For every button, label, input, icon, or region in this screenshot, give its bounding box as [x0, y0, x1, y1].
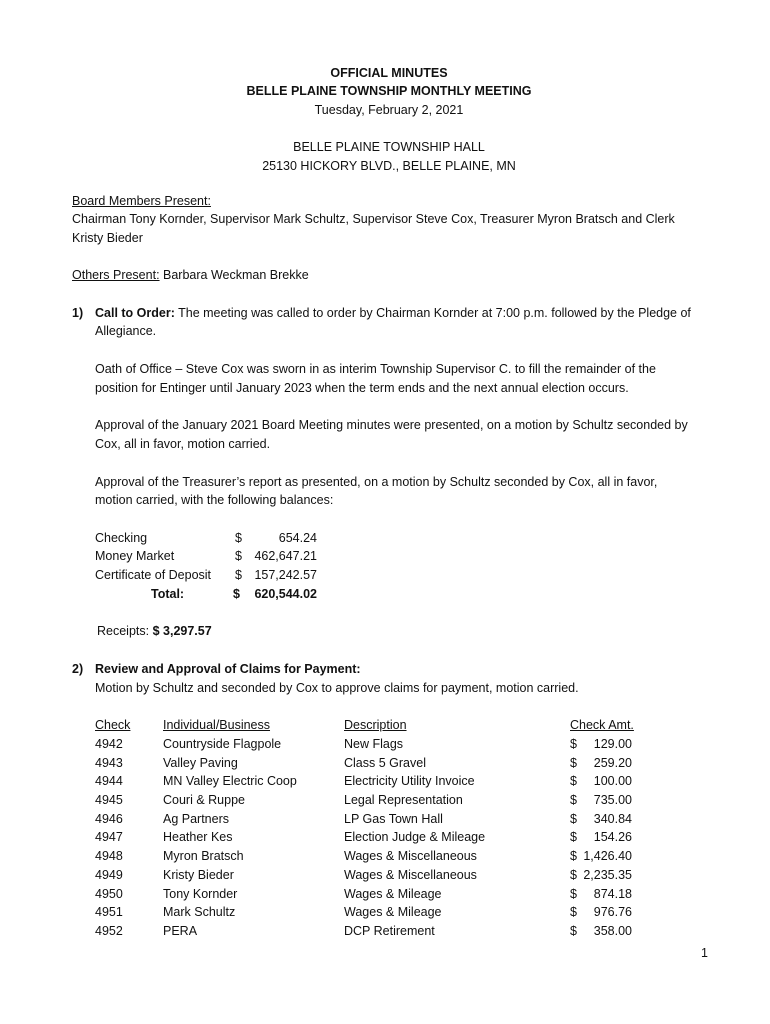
check-number: 4946 [95, 812, 123, 826]
table-row [95, 754, 655, 773]
section2-heading: Review and Approval of Claims for Payment: [95, 662, 361, 676]
amount-dollar: $ [570, 737, 577, 751]
others-present [72, 266, 702, 285]
balance-label: Money Market [95, 549, 175, 563]
others-present-heading: Others Present: [72, 268, 160, 282]
amount-value: 874.18 [593, 887, 632, 901]
board-members-line2: Kristy Bieder [72, 231, 143, 245]
check-number: 4947 [95, 830, 123, 844]
balance-label: Certificate of Deposit [95, 568, 212, 582]
minutes-approval-line1: Approval of the January 2021 Board Meeting minutes were presented, on a motion by Schultz seconded by [95, 418, 688, 432]
claim-description: Wages & Mileage [344, 887, 442, 901]
location-address: 25130 HICKORY BLVD., BELLE PLAINE, MN [262, 159, 516, 173]
total-label: Total: [151, 587, 185, 601]
amount-dollar: $ [570, 830, 577, 844]
claim-description: LP Gas Town Hall [344, 812, 443, 826]
check-number: 4949 [95, 868, 123, 882]
claim-description: Wages & Mileage [344, 905, 442, 919]
claim-description: Class 5 Gravel [344, 756, 426, 770]
balance-label: Checking [95, 531, 148, 545]
table-row [95, 903, 655, 922]
table-row [95, 791, 655, 810]
section1-number: 1) [72, 306, 84, 320]
check-number: 4943 [95, 756, 123, 770]
page-number: 1 [701, 946, 708, 960]
minutes-approval-line2: Cox, all in favor, motion carried. [95, 437, 271, 451]
header-business: Individual/Business [163, 718, 271, 732]
business-name: Tony Kornder [163, 887, 238, 901]
check-number: 4945 [95, 793, 123, 807]
table-row [95, 847, 655, 866]
treasurer-approval-line2: motion carried, with the following balances: [95, 493, 334, 507]
title-official-minutes: OFFICIAL MINUTES [330, 66, 448, 80]
receipts [97, 622, 212, 641]
treasurer-approval-line1: Approval of the Treasurer’s report as presented, on a motion by Schultz seconded by Cox, all in favor, [95, 475, 658, 489]
claim-description: New Flags [344, 737, 404, 751]
balance-amount: 462,647.21 [254, 549, 317, 563]
section1-line1: The meeting was called to order by Chairman Kornder at 7:00 p.m. followed by the Pledge of [174, 306, 691, 320]
section1-line2: Allegiance. [95, 324, 157, 338]
table-row [95, 866, 655, 885]
business-name: PERA [163, 924, 198, 938]
amount-value: 976.76 [593, 905, 632, 919]
table-row [95, 828, 655, 847]
claim-description: Wages & Miscellaneous [344, 868, 477, 882]
business-name: Kristy Bieder [163, 868, 234, 882]
balance-row-money-market [95, 547, 325, 566]
receipts-label: Receipts: [97, 624, 150, 638]
amount-value: 358.00 [593, 924, 632, 938]
balance-dollar: $ [235, 549, 242, 563]
claim-description: DCP Retirement [344, 924, 435, 938]
balance-amount: 157,242.57 [254, 568, 317, 582]
amount-value: 129.00 [593, 737, 632, 751]
amount-value: 100.00 [593, 774, 632, 788]
table-row [95, 735, 655, 754]
business-name: Valley Paving [163, 756, 238, 770]
business-name: Mark Schultz [163, 905, 236, 919]
amount-dollar: $ [570, 756, 577, 770]
check-number: 4952 [95, 924, 123, 938]
total-amount: 620,544.02 [254, 587, 317, 601]
amount-value: 2,235.35 [583, 868, 632, 882]
amount-dollar: $ [570, 887, 577, 901]
total-dollar: $ [233, 587, 240, 601]
table-row [95, 885, 655, 904]
oath-line1: Oath of Office – Steve Cox was sworn in as interim Township Supervisor C. to fill the remainder of the [95, 362, 656, 376]
business-name: Heather Kes [163, 830, 233, 844]
table-row [95, 772, 655, 791]
business-name: Myron Bratsch [163, 849, 244, 863]
amount-dollar: $ [570, 849, 577, 863]
header-amount: Check Amt. [570, 718, 634, 732]
balance-row-total [95, 585, 325, 604]
section1-heading: Call to Order: [95, 306, 175, 320]
balance-dollar: $ [235, 568, 242, 582]
table-row [95, 810, 655, 829]
balance-dollar: $ [235, 531, 242, 545]
amount-value: 154.26 [593, 830, 632, 844]
section1-call-to-order [95, 304, 700, 323]
others-present-names: Barbara Weckman Brekke [159, 268, 309, 282]
business-name: Ag Partners [163, 812, 230, 826]
claim-description: Wages & Miscellaneous [344, 849, 477, 863]
claim-description: Electricity Utility Invoice [344, 774, 475, 788]
check-number: 4948 [95, 849, 123, 863]
amount-value: 735.00 [593, 793, 632, 807]
balance-row-cd [95, 566, 325, 585]
amount-value: 340.84 [593, 812, 632, 826]
check-number: 4944 [95, 774, 123, 788]
check-number: 4942 [95, 737, 123, 751]
claim-description: Legal Representation [344, 793, 463, 807]
receipts-amount: $ 3,297.57 [152, 624, 212, 638]
section2-motion: Motion by Schultz and seconded by Cox to approve claims for payment, motion carried. [95, 681, 579, 695]
location-hall: BELLE PLAINE TOWNSHIP HALL [293, 140, 485, 154]
header-description: Description [344, 718, 407, 732]
amount-dollar: $ [570, 905, 577, 919]
amount-dollar: $ [570, 793, 577, 807]
check-number: 4951 [95, 905, 123, 919]
claims-header-row [95, 716, 655, 735]
oath-line2: position for Entinger until January 2023 when the term ends and the next annual election occurs. [95, 381, 629, 395]
business-name: Countryside Flagpole [163, 737, 282, 751]
amount-value: 259.20 [593, 756, 632, 770]
check-number: 4950 [95, 887, 123, 901]
header-check: Check [95, 718, 131, 732]
amount-dollar: $ [570, 924, 577, 938]
business-name: MN Valley Electric Coop [163, 774, 297, 788]
business-name: Couri & Ruppe [163, 793, 245, 807]
balance-row-checking [95, 529, 325, 548]
amount-dollar: $ [570, 868, 577, 882]
meeting-date: Tuesday, February 2, 2021 [314, 103, 464, 117]
board-members-heading: Board Members Present: [72, 194, 211, 208]
amount-value: 1,426.40 [583, 849, 632, 863]
amount-dollar: $ [570, 774, 577, 788]
title-meeting: BELLE PLAINE TOWNSHIP MONTHLY MEETING [246, 84, 532, 98]
balance-amount: 654.24 [278, 531, 317, 545]
table-row [95, 922, 655, 941]
board-members-line1: Chairman Tony Kornder, Supervisor Mark Schultz, Supervisor Steve Cox, Treasurer Myron Bratsch and Clerk [72, 212, 675, 226]
claim-description: Election Judge & Mileage [344, 830, 486, 844]
section2-number: 2) [72, 662, 84, 676]
amount-dollar: $ [570, 812, 577, 826]
